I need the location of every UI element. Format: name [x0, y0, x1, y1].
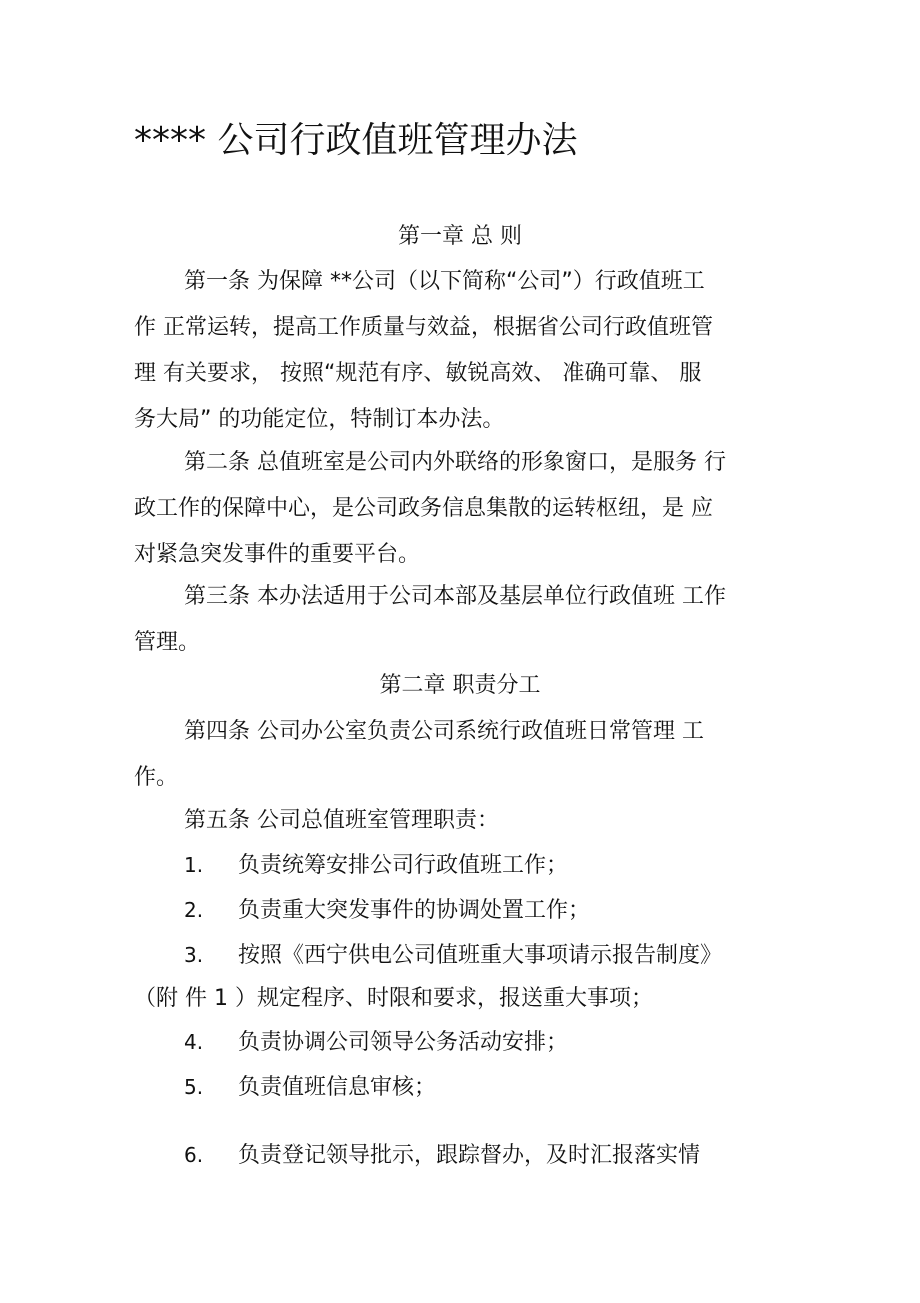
article-2-line: 对紧急突发事件的重要平台。 — [134, 542, 421, 567]
list-item-number: 3. — [184, 943, 204, 967]
article-4-line: 作。 — [134, 765, 179, 790]
list-item — [184, 1072, 794, 1103]
list-item-text: （附 件 1 ）规定程序、时限和要求，报送重大事项； — [134, 986, 653, 1011]
article-2-line: 第二条 总值班室是公司内外联络的形象窗口，是服务 行 — [184, 450, 726, 475]
list-item-text: 负责统筹安排公司行政值班工作； — [238, 853, 569, 878]
article-1-line: 务大局” 的功能定位，特制订本办法。 — [134, 407, 505, 432]
list-item-text: 负责协调公司领导公务活动安排； — [238, 1030, 569, 1055]
document-title: **** 公司行政值班管理办法 — [134, 120, 578, 161]
list-item-number: 2. — [184, 898, 204, 922]
article-1-line: 作 正常运转，提高工作质量与效益，根据省公司行政值班管 — [134, 315, 713, 340]
list-item-text: 负责登记领导批示，跟踪督办，及时汇报落实情 — [238, 1143, 701, 1168]
article-3 — [134, 574, 794, 666]
article-4 — [134, 709, 794, 801]
article-3-line: 第三条 本办法适用于公司本部及基层单位行政值班 工作 — [184, 584, 726, 609]
article-1 — [134, 259, 794, 443]
list-item-number: 1. — [184, 853, 204, 877]
list-item-text: 负责重大突发事件的协调处置工作； — [238, 898, 591, 923]
article-4-line: 第四条 公司办公室负责公司系统行政值班日常管理 工 — [184, 719, 704, 744]
chapter-2-heading: 第二章 职责分工 — [379, 673, 541, 698]
list-item-text: 按照《西宁供电公司值班重大事项请示报告制度》 — [238, 943, 723, 968]
list-item-number: 6. — [184, 1143, 204, 1167]
list-item-number: 4. — [184, 1030, 204, 1054]
list-item — [184, 850, 794, 881]
list-item-continuation — [134, 984, 744, 1014]
list-item-number: 5. — [184, 1075, 204, 1099]
article-1-line: 第一条 为保障 **公司（以下简称“公司”）行政值班工 — [184, 269, 705, 294]
article-2-line: 政工作的保障中心，是公司政务信息集散的运转枢纽，是 应 — [134, 496, 713, 521]
chapter-1-heading: 第一章 总 则 — [398, 224, 522, 249]
article-2 — [134, 440, 794, 578]
article-5-heading-text: 第五条 公司总值班室管理职责： — [184, 808, 499, 833]
article-1-line: 理 有关要求， 按照“规范有序、敏锐高效、 准确可靠、 服 — [134, 361, 702, 386]
list-item-text: 负责值班信息审核； — [238, 1075, 437, 1100]
list-item — [184, 1027, 794, 1058]
article-3-line: 管理。 — [134, 630, 201, 655]
article-5-heading — [134, 798, 794, 844]
list-item — [184, 1140, 794, 1171]
list-item — [184, 940, 794, 971]
list-item — [184, 895, 794, 926]
